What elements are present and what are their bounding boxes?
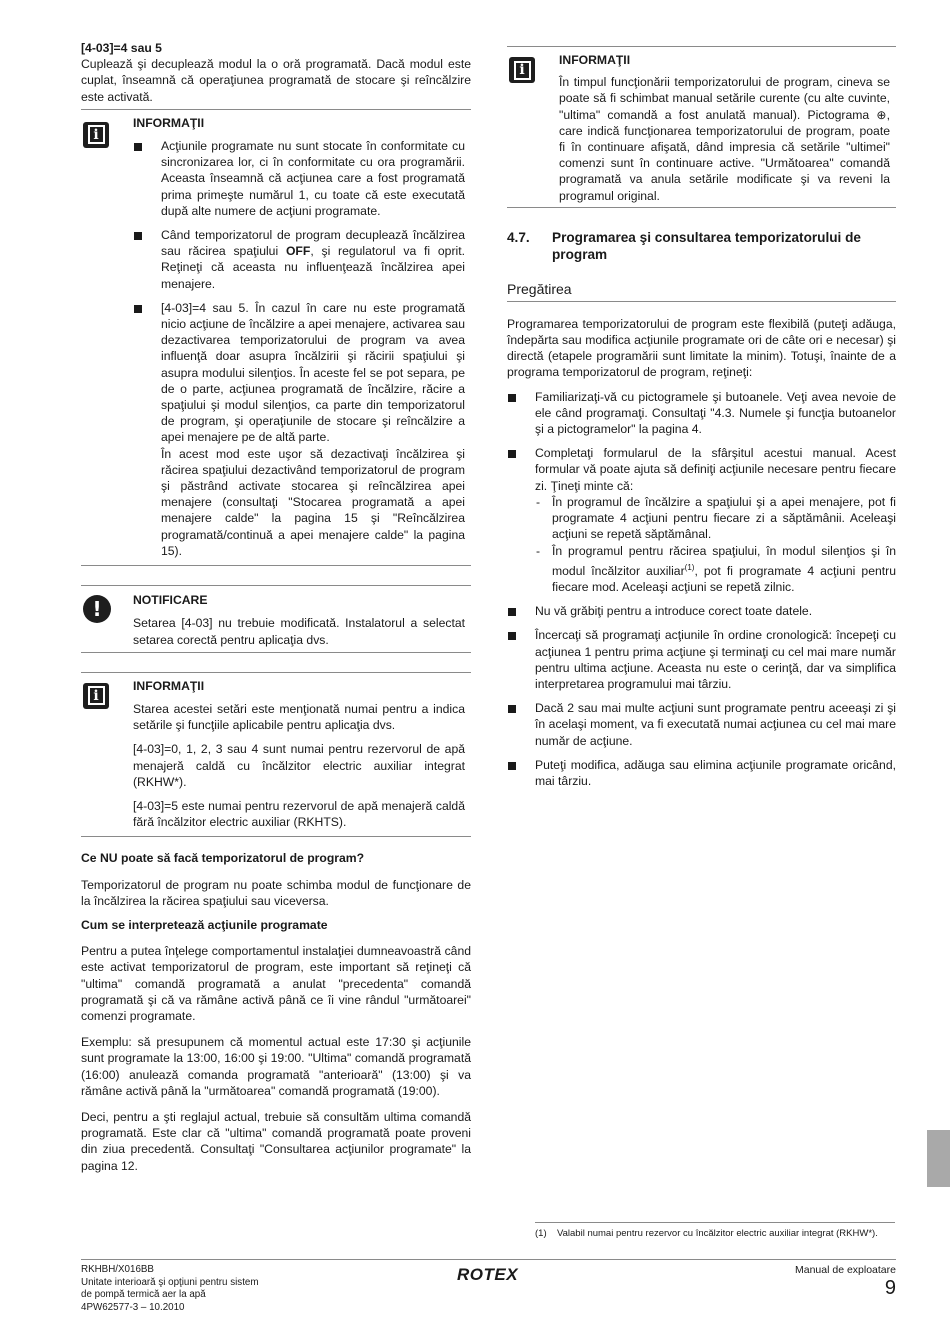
brand-logo: ROTEX xyxy=(457,1265,519,1284)
list-item: Familiarizaţi-vă cu pictogramele şi butoanele. Veţi avea nevoie de ele când programaţi. Consultaţi "4.3. Numele şi funcţia butoanelor şi a pictogramelor" la pagina 4. xyxy=(507,389,896,438)
info-icon: i xyxy=(83,122,109,148)
list-item: Încercaţi să programaţi acţiunile în ordine cronologică: începeţi cu acţiunea 1 pentru prima acţiune şi terminaţi cu cel mai mare număr pentru ultima acţiune. Aceasta nu este o cerinţă, dar va simplifica interpretarea programului mai târziu. xyxy=(507,627,896,692)
info-icon: i xyxy=(509,57,535,83)
list-item: Nu vă grăbiţi pentru a introduce corect toate datele. xyxy=(507,603,896,619)
list-item: Completaţi formularul de la sfârşitul acestui manual. Acest formular vă poate ajuta să definiţi acţiunile necesare pentru fiecare zi. Ţineţi minte că: - În programul de încălzire a spaţiului şi a apei menajere, pot fi programate 4 acţiuni pentru fiecare zi a săptămânii. Aceleaşi acţiuni se repetă săptămânal. - În programul pentru răcirea spaţiului, în modul silenţios şi în modul încălzitor auxiliar$^{(1)}$, pot fi programate 4 acţiuni pentru fiecare mod. Aceleaşi acţiuni se repetă zilnic. xyxy=(507,445,896,595)
footer-divider xyxy=(81,1259,896,1260)
paragraph-cannot: Temporizatorul de program nu poate schimba modul de funcţionare de la încălzirea la răcirea spaţiului sau viceversa. xyxy=(81,877,471,908)
intro-heading: [4-03]=4 sau 5 xyxy=(81,41,162,55)
list-item: Puteţi modifica, adăuga sau elimina acţiunile programate oricând, mai târziu. xyxy=(507,757,896,789)
info-box-title: INFORMAŢII xyxy=(559,53,631,67)
section-number: 4.7. xyxy=(507,229,530,245)
sub-list-item: - În programul pentru răcirea spaţiului, în modul silenţios şi în modul încălzitor auxiliar$^{(1)}$, pot fi programate 4 acţiuni pentru fiecare mod. Aceleaşi acţiuni se repetă zilnic. xyxy=(535,543,896,595)
info-box-title: INFORMAŢII xyxy=(133,678,205,693)
footer-description-1: Unitate interioară şi opţiuni pentru sistem xyxy=(81,1276,259,1288)
info-box-settings xyxy=(81,672,471,838)
info-box-override xyxy=(507,46,896,208)
subsection-heading: Pregătirea xyxy=(507,280,896,302)
right-column xyxy=(507,46,896,797)
left-column xyxy=(81,40,471,1174)
info-paragraph: Starea acestei setări este menţionată numai pentru a indica setările şi funcţiile aplicabile pentru aplicaţia dvs. xyxy=(133,701,465,733)
list-item: Când temporizatorul de program decuplează încălzirea sau răcirea spaţiului OFF, şi regulatorul va fi oprit. Reţineţi că aceasta nu influenţează încălzirea apei menajere. xyxy=(133,227,465,292)
footer-manual-title: Manual de exploatare xyxy=(795,1264,896,1276)
list-item: [4-03]=4 sau 5. În cazul în care nu este programată nicio acţiune de încălzire a apei menajere, activarea sau dezactivarea temporizatorului de program va avea influenţă doar asupra încălzirii şi răcirii spaţiului şi asupra modului silenţios. În aceste fel se pot separa, pe de o parte, acţiunea programată de încălzire, răcire a spaţiului şi modul silenţios, ca parte din temporizatorul de program, şi operaţiunile de stocare şi reîncălzire a apei menajere pe de altă parte. În acest mod este uşor să dezactivaţi încălzirea şi răcirea spaţiului dezactivând temporizatorul de program şi păstrând activate stocarea şi reîncălzirea apei menajere (consultaţi "Stocarea programată a apei menajere calde" la pagina 15 şi "Reîncălzirea programată/continuă a apei menajere calde" la pagina 15). xyxy=(133,300,465,559)
intro-text: Cuplează şi decuplează modul la o oră programată. Dacă modul este cuplat, înseamnă că operaţiunea programată de stocare şi reîncălzire este activată. xyxy=(81,57,471,104)
intro-paragraph: Programarea temporizatorului de program este flexibilă (puteţi adăuga, îndepărta sau modifica acţiunile programate ori de câte ori e necesar) şi directă (etapele programării sunt limitate la minim). Totuşi, înainte de a programa temporizatorul de program, reţineţi: xyxy=(507,316,896,380)
notice-title: NOTIFICARE xyxy=(133,593,208,608)
footnote-text: Valabil numai pentru rezervor cu încălzitor electric auxiliar integrat (RKHW*). xyxy=(557,1228,878,1239)
section-title xyxy=(507,229,896,263)
footer-doc-code: 4PW62577-3 – 10.2010 xyxy=(81,1301,185,1313)
info-paragraph: [4-03]=5 este numai pentru rezervorul de apă menajeră caldă fără încălzitor electric auxiliar (RKHTS). xyxy=(133,798,465,830)
info-box-list xyxy=(133,138,465,559)
footnote-ref: (1) xyxy=(684,562,695,572)
footer-info xyxy=(81,1264,259,1314)
paragraph-interpret-2: Exemplu: să presupunem că momentul actual este 17:30 şi acţiunile sunt programate la 13:00, 16:00 şi 19:00. "Ultima" comandă programată (16:00) anulează comanda programată "anterioară" (13:00) şi va rămâne activă până la "următoarea" comandă programată (19:00). xyxy=(81,1035,471,1098)
info-box-title: INFORMAŢII xyxy=(133,115,205,130)
section-heading: Programarea şi consultarea temporizatorului de program xyxy=(552,229,861,262)
footer-model: RKHBH/X016BB xyxy=(81,1264,154,1275)
info-icon: i xyxy=(83,683,109,709)
footnote xyxy=(535,1222,895,1240)
preparation-list xyxy=(507,389,896,790)
clock-icon: ⊕ xyxy=(876,107,887,122)
heading-interpret: Cum se interpretează acţiunile programate xyxy=(81,917,328,932)
info-box-actions xyxy=(81,109,471,566)
sub-list xyxy=(535,494,896,595)
sub-list-item: - În programul de încălzire a spaţiului şi a apei menajere, pot fi programate 4 acţiuni pentru fiecare zi a săptămânii. Aceleaşi acţiuni se repetă săptămânal. xyxy=(535,494,896,543)
notice-text: Setarea [4-03] nu trebuie modificată. Instalatorul a selectat setarea corectă pentru aplicaţia dvs. xyxy=(133,616,465,647)
list-item: Acţiunile programate nu sunt stocate în conformitate cu sincronizarea lor, ci în conformitate cu ora programării. Aceasta înseamnă că acţiunea care a fost programată prima primeşte numărul 1, cu toate că este executată după alte numere de acţiuni programate. xyxy=(133,138,465,219)
paragraph-interpret-1: Pentru a putea înţelege comportamentul instalaţiei dumneavoastră când este activat temporizatorul de program, este important să reţineţi că "ultima" comandă programată a anulat "precedenta" comandă programată şi că va rămâne activă până ce îi vine rândul "următoarei" comenzi programate. xyxy=(81,944,471,1023)
footer-description-2: de pompă termică aer la apă xyxy=(81,1289,206,1300)
heading-cannot: Ce NU poate să facă temporizatorul de program? xyxy=(81,851,365,866)
list-item: Dacă 2 sau mai multe acţiuni sunt programate pentru aceeaşi zi şi în acelaşi moment, va fi executată numai acţiunea cu cel mai mare număr de acţiune. xyxy=(507,700,896,749)
page-number: 9 xyxy=(884,1277,896,1299)
info-paragraph: [4-03]=0, 1, 2, 3 sau 4 sunt numai pentru rezervorul de apă menajeră caldă cu încălzitor electric auxiliar integrat (RKHW*). xyxy=(133,742,465,789)
footnote-number: (1) xyxy=(535,1228,547,1239)
notice-box xyxy=(81,585,471,653)
exclamation-icon: ! xyxy=(83,595,111,623)
side-tab xyxy=(927,1130,950,1187)
info-paragraph: În timpul funcţionării temporizatorului de program, cineva se poate să fi schimbat manual setările curente (cu alte cuvinte, "ultima" comandă a fost anulată manual). Pictograma ⊕, care indică funcţionarea temporizatorului de program, poate fi în continuare afişată, dând impresia că setările "ultimei" comenzi sunt în continuare active. "Următoarea" comandă programată va anula setările modificate şi va reveni la programul original. xyxy=(559,75,890,203)
paragraph-interpret-3: Deci, pentru a şti reglajul actual, trebuie să consultăm ultima comandă programată. Este clar că "ultima" comandă programată poate proveni din ziua precedentă. Consultaţi "Consultarea acţiunilor programate" la pagina 12. xyxy=(81,1109,471,1173)
